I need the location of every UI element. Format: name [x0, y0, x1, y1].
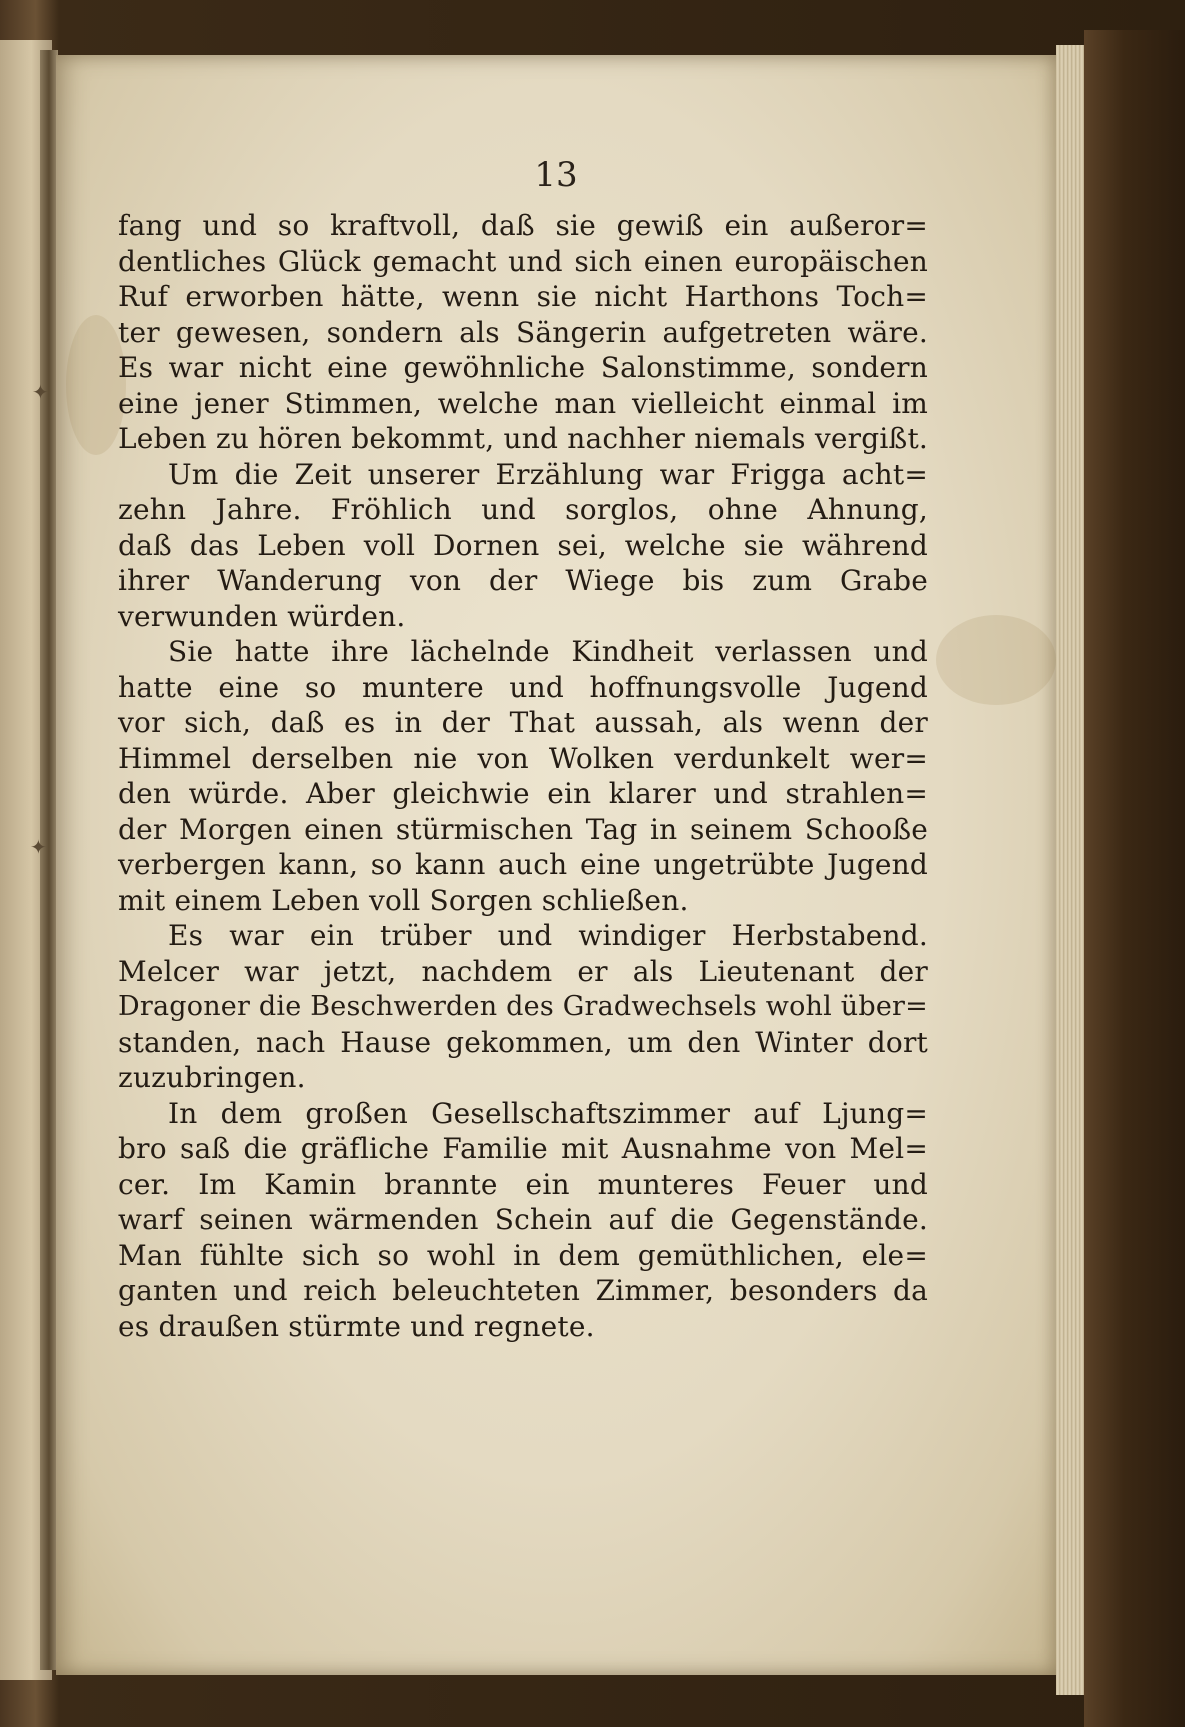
page-stack-edge [1056, 45, 1084, 1695]
text-line: Es war nicht eine gewöhnliche Salonstimme, sondern [118, 351, 928, 384]
paper-stain [936, 615, 1056, 705]
text-line: dentliches Glück gemacht und sich einen europäischen [118, 244, 928, 278]
text-line: Melcer war jetzt, nachdem er als Lieutenant der [118, 954, 928, 988]
text-line: Dragoner die Beschwerden des Gradwechsels wohl über= [118, 991, 928, 1022]
text-line: Ruf erworben hätte, wenn sie nicht Harthons Toch= [118, 280, 928, 313]
text-line: Leben zu hören bekommt, und nachher niemals vergißt. [118, 422, 928, 455]
page-text [118, 208, 928, 1344]
text-line: ganten und reich beleuchteten Zimmer, besonders da [118, 1274, 928, 1307]
text-line: daß das Leben voll Dornen sei, welche sie während [118, 528, 928, 562]
pin-mark-icon: ✦ [30, 835, 47, 859]
text-line: zuzubringen. [118, 1061, 306, 1094]
text-line: Es war ein trüber und windiger Herbstabend. [168, 919, 928, 952]
pin-mark-icon: ✦ [32, 380, 49, 404]
text-line: In dem großen Gesellschaftszimmer auf Ljung= [168, 1096, 928, 1130]
text-line: Sie hatte ihre lächelnde Kindheit verlassen und [168, 635, 928, 668]
text-line: bro saß die gräfliche Familie mit Ausnahme von Mel= [118, 1132, 928, 1165]
text-line: den würde. Aber gleichwie ein klarer und strahlen= [118, 777, 928, 810]
text-line: der Morgen einen stürmischen Tag in seinem Schooße [118, 812, 928, 846]
book-page [30, 55, 1056, 1675]
text-line: ihrer Wanderung von der Wiege bis zum Grabe [118, 564, 928, 597]
text-line: warf seinen wärmenden Schein auf die Gegenstände. [118, 1203, 928, 1236]
text-line: Man fühlte sich so wohl in dem gemüthlichen, ele= [118, 1238, 928, 1272]
text-line: Himmel derselben nie von Wolken verdunkelt wer= [118, 741, 928, 775]
page-number: 13 [534, 155, 578, 195]
text-line: eine jener Stimmen, welche man vielleicht einmal im [118, 386, 928, 420]
text-line: vor sich, daß es in der That aussah, als wenn der [118, 706, 928, 739]
paper-stain [66, 315, 126, 455]
book-cover-edge [1084, 30, 1185, 1727]
text-line: es draußen stürmte und regnete. [118, 1309, 595, 1343]
text-line: Um die Zeit unserer Erzählung war Frigga acht= [168, 457, 928, 491]
text-line: fang und so kraftvoll, daß sie gewiß ein außeror= [118, 209, 928, 242]
text-line: zehn Jahre. Fröhlich und sorglos, ohne Ahnung, [118, 493, 928, 526]
text-line: cer. Im Kamin brannte ein munteres Feuer und [118, 1167, 928, 1201]
text-line: verbergen kann, so kann auch eine ungetrübte Jugend [118, 848, 928, 881]
text-line: hatte eine so muntere und hoffnungsvolle Jugend [118, 670, 928, 704]
text-line: mit einem Leben voll Sorgen schließen. [118, 883, 689, 917]
text-line: ter gewesen, sondern als Sängerin aufgetreten wäre. [118, 315, 928, 349]
text-line: verwunden würden. [118, 599, 406, 633]
text-line: standen, nach Hause gekommen, um den Winter dort [118, 1025, 928, 1059]
